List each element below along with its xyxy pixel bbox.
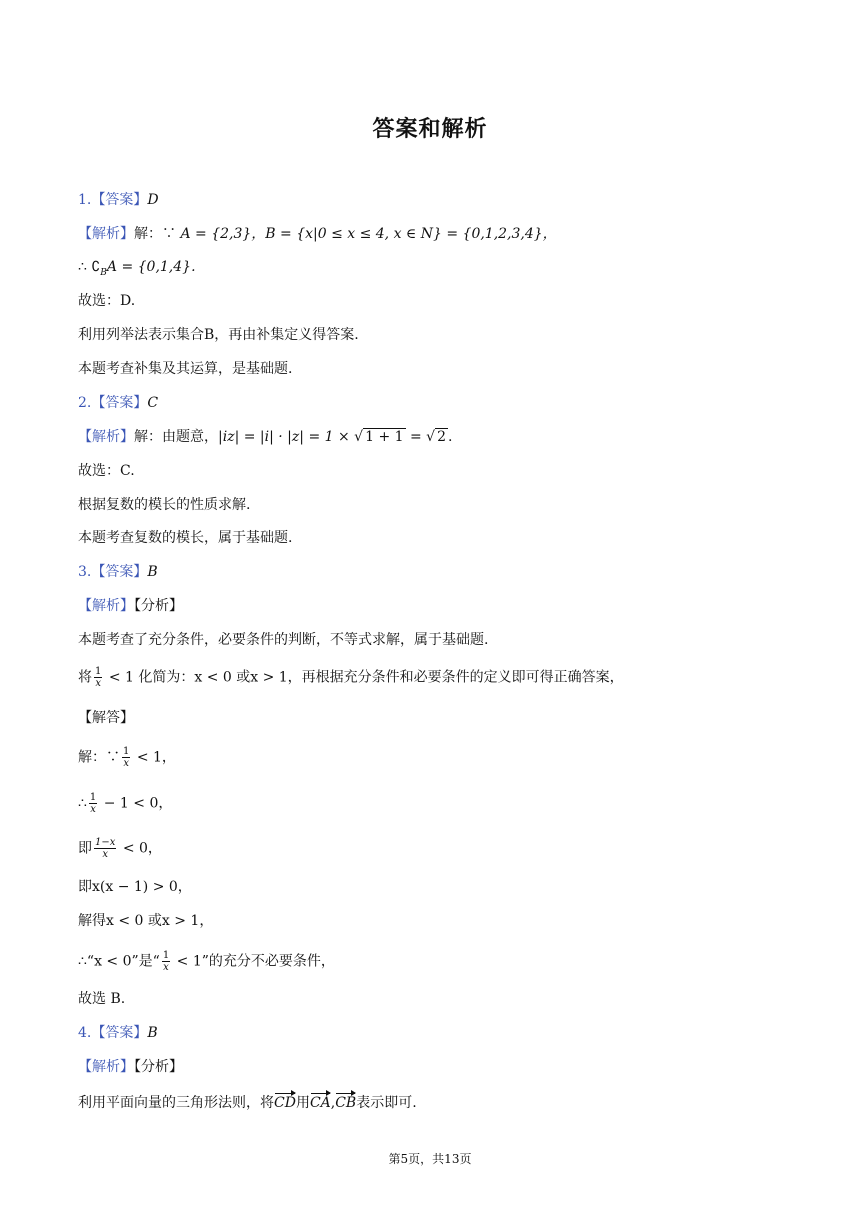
vector-ca: CA (309, 1095, 331, 1111)
q1-text-2-rest: A = {0,1,4}. (106, 259, 196, 275)
q1-text-2-sub: B (100, 267, 107, 278)
q2-method-line: 根据复数的模长的性质求解. (78, 497, 251, 513)
q1-text-1b: A = {2,3}，B = {x|0 ≤ x ≤ 4, x ∈ N} = {0,1,2,3,4}， (180, 226, 557, 242)
q4-answer-line (78, 1023, 158, 1043)
q2-analysis-line (78, 427, 452, 447)
q3-text-3a: 解：∵ (78, 749, 120, 766)
q3-topic-line: 本题考查了充分条件，必要条件的判断，不等式求解，属于基础题. (78, 632, 489, 648)
q3-step-3 (78, 837, 162, 860)
q3-choice-line: 故选 B. (78, 991, 126, 1007)
q1-number: 1. (78, 192, 92, 208)
q4-text-1d: 表示即可. (356, 1095, 417, 1111)
q1-choice-line: 故选：D. (78, 293, 136, 309)
q2-analysis-tag: 【解析】 (78, 429, 134, 445)
vector-cb: CB (335, 1095, 357, 1111)
q1-complement-line (78, 257, 196, 283)
q1-answer-line (78, 190, 159, 210)
page-footer: 第5页，共13页 (388, 1152, 472, 1166)
q3-analysis-line (78, 596, 183, 616)
q3-step-4: 即x(x − 1) > 0， (78, 879, 192, 895)
fraction-denominator: x (163, 962, 169, 973)
q3-step-5: 解得x < 0 或x > 1， (78, 913, 214, 929)
page-title: 答案和解析 (372, 117, 488, 142)
q4-analysis-sub: 【分析】 (134, 1059, 183, 1075)
q4-number: 4. (78, 1025, 92, 1041)
q4-answer-tag: 【答案】 (91, 1025, 148, 1041)
q3-text-4b: − 1 < 0， (99, 795, 173, 812)
q2-text-1a: 解：由题意， (134, 429, 218, 445)
q4-method-line (78, 1093, 417, 1113)
q4-analysis-tag: 【解析】 (78, 1059, 134, 1075)
q2-sqrt-1: 1 + 1 (365, 429, 404, 445)
q2-answer-tag: 【答案】 (91, 395, 148, 411)
q1-analysis-tag: 【解析】 (78, 226, 134, 242)
q1-answer: D (147, 192, 159, 208)
q3-fraction-1-over-x (94, 666, 102, 689)
q3-solution-tag: 【解答】 (78, 710, 134, 726)
q3-number: 3. (78, 564, 92, 580)
q4-text-1b: 用 (295, 1095, 310, 1111)
fraction-denominator: x (102, 849, 109, 860)
q3-step-2 (78, 792, 172, 815)
vector-cd: CD (274, 1095, 296, 1111)
q3-answer: B (147, 564, 158, 580)
fraction-denominator: x (123, 758, 129, 769)
q4-answer: B (147, 1025, 158, 1041)
q3-answer-tag: 【答案】 (91, 564, 148, 580)
q4-text-1c: , (330, 1095, 336, 1111)
q3-step-1 (78, 746, 176, 769)
q3-simplify-line (78, 666, 624, 689)
fraction-numerator: 1 (95, 666, 102, 677)
q3-fraction-1mx-over-x (94, 837, 116, 860)
q3-text-5b: < 0， (118, 840, 162, 857)
q3-fraction-1-over-x (122, 746, 130, 769)
q2-choice-line: 故选：C. (78, 463, 135, 479)
q3-text-8b: < 1”的充分不必要条件， (172, 953, 335, 970)
q3-text-5a: 即 (78, 840, 92, 857)
fraction-denominator: x (90, 804, 96, 815)
q3-text-2b: < 1 化简为：x < 0 或x > 1，再根据充分条件和必要条件的定义即可得正确答案， (104, 669, 624, 686)
q3-analysis-sub: 【分析】 (134, 598, 183, 614)
fraction-numerator: 1 (123, 746, 130, 757)
q2-number: 2. (78, 395, 92, 411)
q3-fraction-1-over-x (162, 950, 170, 973)
q3-fraction-1-over-x (89, 792, 97, 815)
q1-summary-line: 本题考查补集及其运算，是基础题. (78, 361, 293, 377)
q3-step-6 (78, 950, 335, 973)
q2-answer: C (147, 395, 159, 411)
q4-analysis-line (78, 1057, 183, 1077)
q1-analysis-line (78, 224, 557, 244)
q3-text-8a: ∴“x < 0”是“ (78, 953, 160, 970)
fraction-denominator: x (95, 678, 101, 689)
fraction-numerator: 1 (162, 950, 170, 961)
q2-answer-line (78, 393, 158, 413)
q4-text-1a: 利用平面向量的三角形法则，将 (78, 1095, 274, 1111)
q1-method-line: 利用列举法表示集合B，再由补集定义得答案. (78, 327, 359, 343)
fraction-numerator: 1 (89, 792, 97, 803)
q3-text-2a: 将 (78, 669, 92, 686)
q2-text-1d: . (448, 429, 453, 445)
q2-text-1b: |iz| = |i| · |z| = 1 × √ (218, 429, 364, 445)
q2-summary-line: 本题考查复数的模长，属于基础题. (78, 530, 293, 546)
q1-text-2: ∴ ∁ (78, 259, 101, 275)
fraction-numerator: 1−x (95, 837, 116, 848)
q3-text-3b: < 1， (132, 749, 176, 766)
q1-answer-tag: 【答案】 (91, 192, 148, 208)
q2-sqrt-2: 2 (437, 429, 447, 445)
q3-text-4a: ∴ (78, 795, 87, 812)
q3-analysis-tag: 【解析】 (78, 598, 134, 614)
q1-text-1a: 解：∵ (134, 226, 176, 242)
q2-text-1c: = √ (405, 429, 436, 445)
q3-answer-line (78, 562, 158, 582)
